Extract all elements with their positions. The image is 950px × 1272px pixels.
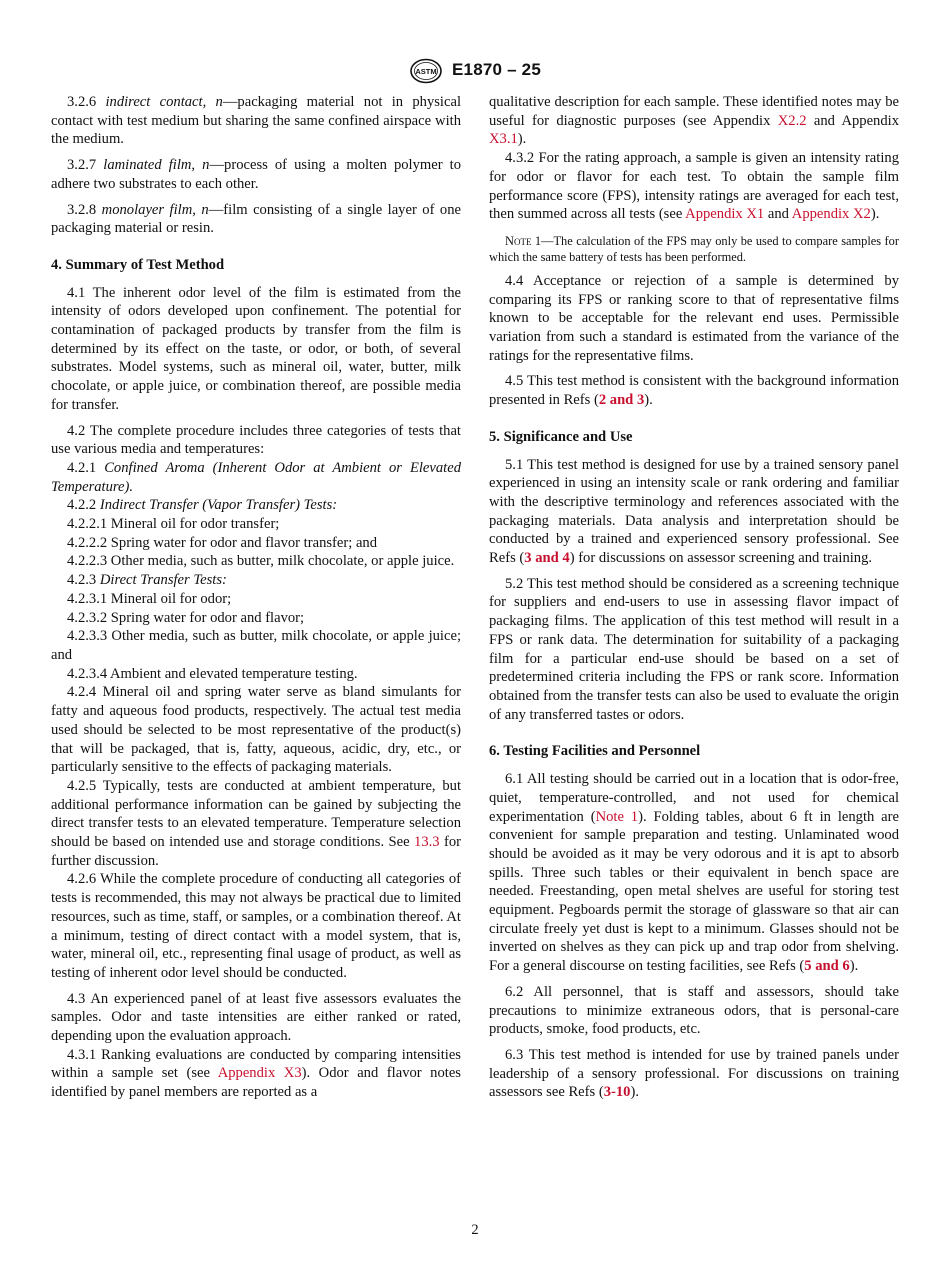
paragraph-4-2-5: 4.2.5 Typically, tests are conducted at ambient temperature, but additional performance information can be gained by subjecting the direct transfer tests to an elevated temperature. Temperature selection should be based on intended use and storage conditions. See 13.3 for further discussion.	[51, 777, 462, 869]
link-appendix-x2[interactable]: Appendix X2	[791, 206, 871, 223]
paragraph-4-2-3-4: 4.2.3.4 Ambient and elevated temperature testing.	[67, 665, 358, 682]
section-5-heading: 5. Significance and Use	[489, 428, 633, 445]
link-appendix-x3[interactable]: Appendix X3	[217, 1065, 302, 1082]
link-refs-3-10[interactable]: 3-10	[603, 1084, 631, 1101]
page-header	[0, 58, 950, 84]
paragraph-4-2-3-1: 4.2.3.1 Mineral oil for odor;	[67, 590, 232, 607]
paragraph-5-2: 5.2 This test method should be considered as a screening technique for suppliers and end-users to use in assessing flavor impact of packaging films. The application of this test method will result in a FPS or rank data. The determination for suitability of a packaging film for a particular end-use should be based on a set of predetermined criteria including the FPS or rank score. Information obtained from the transfer tests can also be used to evaluate the origin of any transferred tastes or odors.	[489, 575, 899, 723]
paragraph-4-2-3-2: 4.2.3.2 Spring water for odor and flavor;	[67, 609, 305, 626]
link-x2-2[interactable]: X2.2	[777, 112, 807, 129]
paragraph-4-3-1: 4.3.1 Ranking evaluations are conducted by comparing intensities within a sample set (see Appendix X3). Odor and flavor notes identified by panel members are reported as a	[51, 1046, 461, 1101]
paragraph-6-2: 6.2 All personnel, that is staff and assessors, should take precautions to minimize extraneous odors, that is personal-care products, smoke, food products, etc.	[489, 983, 899, 1038]
link-appendix-x1[interactable]: Appendix X1	[685, 206, 765, 223]
link-note-1[interactable]: Note 1	[595, 808, 639, 825]
paragraph-4-3-1-continued: qualitative description for each sample. These identified notes may be useful for diagnostic purposes (see Appendix X2.2 and Appendix X3.1).	[489, 94, 899, 148]
section-6-heading: 6. Testing Facilities and Personnel	[489, 743, 701, 760]
left-column	[51, 93, 461, 1102]
link-refs-3-4[interactable]: 3 and 4	[524, 550, 570, 567]
paragraph-4-2-6: 4.2.6 While the complete procedure of conducting all categories of tests is recommended, this may not always be practical due to limited resources, such as time, staff, or samples, or a combination thereof. At a minimum, testing of direct contact with a model system, that is, water, mineral oil, etc., representing final usage of product, as well as testing of inherent odor level should be conducted.	[51, 871, 461, 981]
paragraph-4-2-1: 4.2.1 Confined Aroma (Inherent Odor at Ambient or Elevated Temperature).	[51, 459, 461, 495]
link-x3-1[interactable]: X3.1	[489, 131, 518, 148]
paragraph-6-1: 6.1 All testing should be carried out in a location that is odor-free, quiet, temperature-controlled, and not used for chemical experimentation (Note 1). Folding tables, about 6 ft in length are convenient for sample preparation and testing. Unlaminated wood should be avoided as it may be very odorous and it is apt to absorb spills. Three such tables or their equivalent in bench space are needed. Freestanding, open metal shelves are useful for storing test equipment. Pegboards permit the storage of glassware so that air can circulate freely yet dust is kept to a minimum. Glasses should not be inverted on shelves as they can pick up and trap odor from shelving. For a general discourse on testing facilities, see Refs (5 and 6).	[489, 771, 899, 975]
note-1: Note 1—The calculation of the FPS may only be used to compare samples for which the same battery of tests has been performed.	[489, 233, 899, 264]
paragraph-4-2-2-3: 4.2.2.3 Other media, such as butter, milk chocolate, or apple juice.	[67, 553, 455, 570]
paragraph-4-3-2: 4.3.2 For the rating approach, a sample is given an intensity rating for odor or flavor for each test. To obtain the sample film performance score (FPS), intensity ratings are averaged for each test, then summed across all tests (see Appendix X1 and Appendix X2).	[489, 150, 899, 223]
right-column	[489, 93, 899, 1102]
paragraph-3-2-8: 3.2.8 monolayer film, n—film consisting of a single layer of one packaging material or resin.	[51, 201, 461, 237]
document-id: E1870 – 25	[452, 60, 541, 79]
astm-logo-icon	[409, 58, 443, 84]
paragraph-4-4: 4.4 Acceptance or rejection of a sample is determined by comparing its FPS or ranking score to that of representative films known to be acceptable for the relevant end uses. Permissible variation from such a standard is estimated from the variance of the ratings for the representative films.	[489, 272, 899, 364]
paragraph-4-2-4: 4.2.4 Mineral oil and spring water serve as bland simulants for fatty and aqueous food products, respectively. The actual test media used should be selected to be most representative of the product(s) that will be packaged, that is, fatty, aqueous, acidic, dry, etc., or particularly sensitive to the effects of packaging materials.	[51, 684, 461, 776]
paragraph-4-2-2-2: 4.2.2.2 Spring water for odor and flavor transfer; and	[67, 534, 378, 551]
paragraph-4-2-3-3: 4.2.3.3 Other media, such as butter, milk chocolate, or apple juice; and	[51, 628, 461, 663]
paragraph-4-2-2: 4.2.2 Indirect Transfer (Vapor Transfer) Tests:	[67, 497, 338, 514]
paragraph-4-2-2-1: 4.2.2.1 Mineral oil for odor transfer;	[67, 516, 280, 533]
paragraph-3-2-6: 3.2.6 indirect contact, n—packaging material not in physical contact with test medium but sharing the same confined airspace with the medium.	[51, 94, 461, 148]
paragraph-4-3: 4.3 An experienced panel of at least five assessors evaluates the samples. Odor and taste intensities are either ranked or rated, depending upon the evaluation approach.	[51, 990, 461, 1045]
page-number: 2	[471, 1222, 479, 1238]
link-13-3[interactable]: 13.3	[414, 834, 440, 851]
paragraph-5-1: 5.1 This test method is designed for use by a trained sensory panel experienced in using an intensity scale or rank ordering and familiar with the descriptive terminology and references associated with the packaging materials. Data analysis and interpretation should be conducted by a trained and experienced sensory professional. See Refs (3 and 4) for discussions on assessor screening and training.	[489, 456, 899, 567]
paragraph-4-5: 4.5 This test method is consistent with the background information presented in Refs (2 and 3).	[489, 373, 899, 409]
paragraph-3-2-7: 3.2.7 laminated film, n—process of using a molten polymer to adhere two substrates to each other.	[51, 157, 461, 192]
link-refs-2-3[interactable]: 2 and 3	[598, 392, 645, 409]
paragraph-4-2-3: 4.2.3 Direct Transfer Tests:	[67, 572, 227, 589]
paragraph-4-1: 4.1 The inherent odor level of the film is estimated from the intensity of odors developed upon confinement. The potential for contamination of packaged products by transfer from the film is determined by its effect on the taste, or odor, or both, of several substrates. Model systems, such as mineral oil, water, butter, milk chocolate, or apple juice, or combination thereof, are possible media for transfer.	[51, 284, 461, 413]
link-refs-5-6[interactable]: 5 and 6	[804, 958, 850, 975]
paragraph-6-3: 6.3 This test method is intended for use by trained panels under leadership of a sensory professional. For discussions on training assessors see Refs (3-10).	[489, 1046, 899, 1101]
astm-logo-text: ASTM	[415, 67, 437, 76]
paragraph-4-2: 4.2 The complete procedure includes three categories of tests that use various media and temperatures:	[51, 422, 461, 458]
section-4-heading: 4. Summary of Test Method	[51, 256, 225, 273]
